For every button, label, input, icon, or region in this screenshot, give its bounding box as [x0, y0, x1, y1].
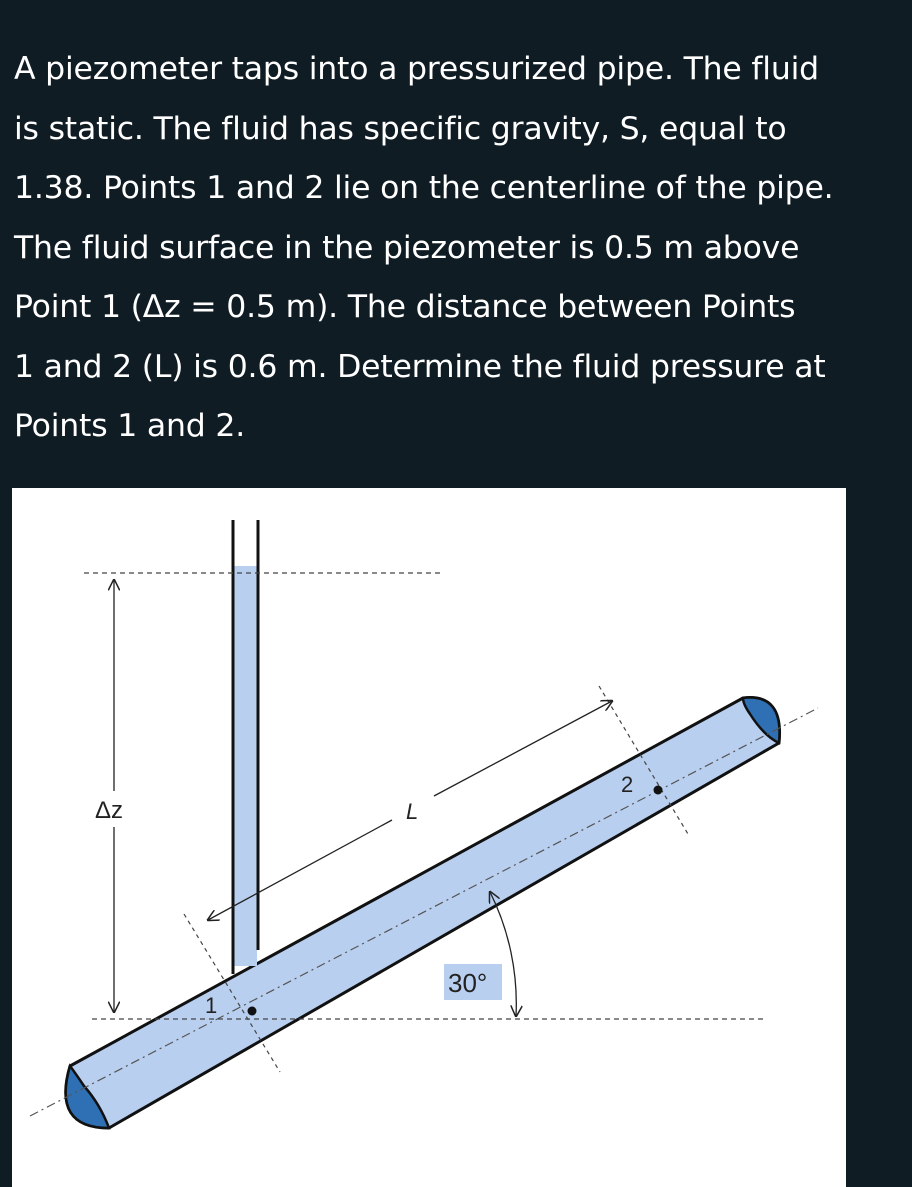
problem-line: 1.38. Points 1 and 2 lie on the centerline of the pipe.	[14, 170, 834, 206]
problem-statement	[14, 40, 904, 457]
pipe-centerline	[30, 708, 818, 1116]
piezometer-figure	[12, 488, 846, 1187]
problem-line: 1 and 2 (L) is 0.6 m. Determine the fluid pressure at	[14, 348, 826, 385]
problem-line: is static. The fluid has specific gravity, S, equal to	[14, 110, 787, 147]
angle-label: 30°	[448, 968, 488, 998]
length-label: L	[406, 799, 419, 824]
point-2-label: 2	[621, 772, 634, 797]
point-1-marker	[248, 1007, 257, 1016]
piezometer-fluid	[234, 566, 257, 966]
length-dimension-arrow-upper	[434, 701, 612, 796]
problem-line: Points 1 and 2.	[14, 408, 246, 444]
delta-z-label: Δz	[95, 797, 124, 824]
piezometer-diagram	[12, 488, 846, 1187]
point-2-marker	[654, 786, 663, 795]
point-1-label: 1	[205, 993, 218, 1018]
problem-line: Point 1 (Δz = 0.5 m). The distance between Points	[14, 289, 796, 325]
problem-line: The fluid surface in the piezometer is 0.5 m above	[14, 229, 800, 266]
problem-line: A piezometer taps into a pressurized pipe. The fluid	[14, 51, 819, 87]
